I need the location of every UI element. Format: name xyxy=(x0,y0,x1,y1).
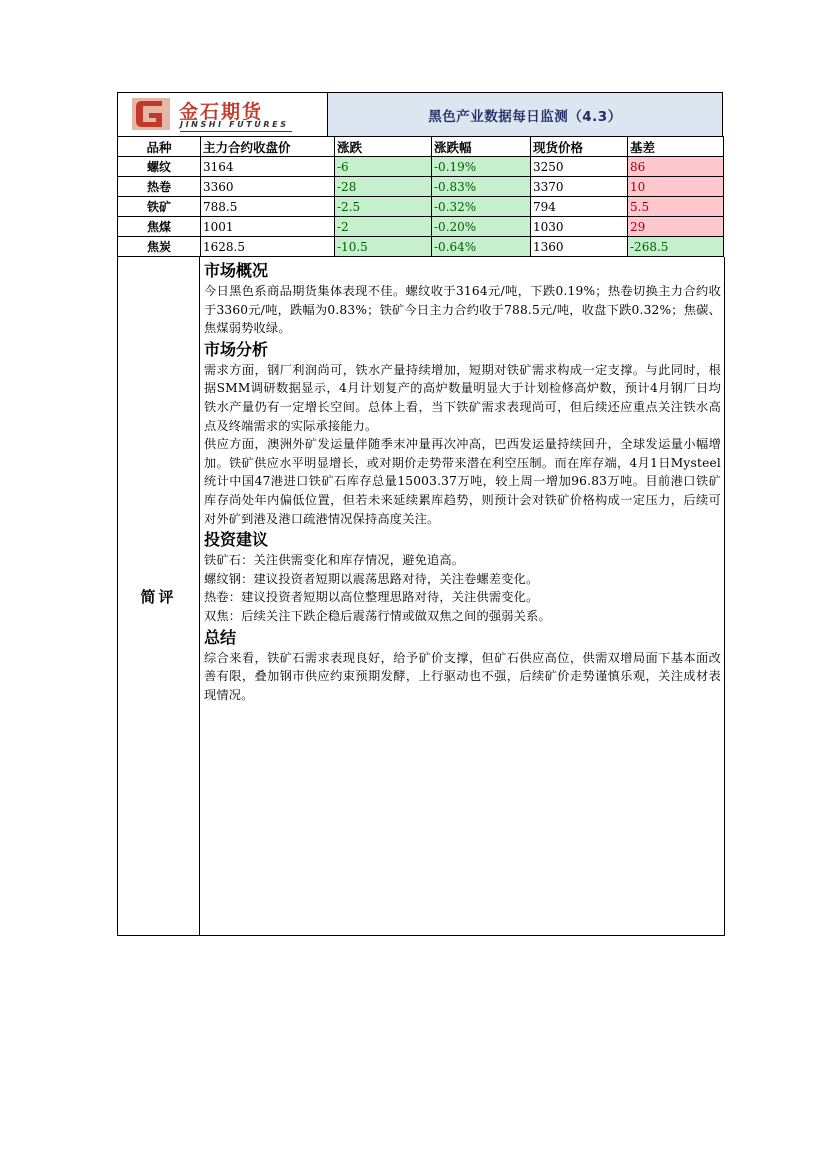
section-title-investment-advice: 投资建议 xyxy=(204,530,269,550)
paragraph: 供应方面，澳洲外矿发运量伴随季末冲量再次冲高，巴西发运量持续回升，全球发运量小幅增加。铁矿供应水平明显增长，或对期价走势带来潜在利空压制。而在库存端，4月1日Mysteel统计中国47港进口铁矿石库存总量15003.37万吨，较上周一增加96.83万吨。目前港口铁矿库存尚处年内偏低位置，但若未来延续累库趋势，则预计会对铁矿价格构成一定压力，后续可对外矿到港及港口疏港情况保持高度关注。 xyxy=(204,437,721,526)
report-header xyxy=(117,92,723,136)
paragraph: 需求方面，钢厂利润尚可，铁水产量持续增加，短期对铁矿需求构成一定支撑。与此同时，根据SMM调研数据显示，4月计划复产的高炉数量明显大于计划检修高炉数，预计4月钢厂日均铁水产量仍有一定增长空间。总体上看，当下铁矿需求表现尚可，但后续还应重点关注铁水高点及终端需求的实际承接能力。 xyxy=(204,362,721,433)
commentary-label: 简评 xyxy=(118,257,200,935)
close-price: 1001 xyxy=(201,217,335,237)
close-price: 3360 xyxy=(201,177,335,197)
paragraph: 螺纹钢：建议投资者短期以震荡思路对待，关注卷螺差变化。 xyxy=(204,571,539,586)
section-title-market-analysis: 市场分析 xyxy=(204,339,269,359)
basis-value: 86 xyxy=(628,157,724,177)
table-row xyxy=(118,157,724,177)
company-logo xyxy=(118,93,328,136)
change-pct: -0.32% xyxy=(432,197,531,217)
logo-english-name: JINSHI FUTURES xyxy=(180,120,289,129)
header-basis: 基差 xyxy=(628,137,724,157)
paragraph: 铁矿石：关注供需变化和库存情况，避免追高。 xyxy=(204,553,465,568)
spot-price: 794 xyxy=(531,197,628,217)
spot-price: 1030 xyxy=(531,217,628,237)
logo-underline xyxy=(180,131,292,132)
spot-price: 3250 xyxy=(531,157,628,177)
commentary-body xyxy=(200,257,724,935)
table-row xyxy=(118,237,724,257)
change-pct: -0.83% xyxy=(432,177,531,197)
variety-name: 螺纹 xyxy=(118,157,201,177)
header-change-pct: 涨跌幅 xyxy=(432,137,531,157)
logo-chinese-name: 金石期货 xyxy=(179,101,264,123)
close-price: 788.5 xyxy=(201,197,335,217)
basis-value: 5.5 xyxy=(628,197,724,217)
header-spot-price: 现货价格 xyxy=(531,137,628,157)
close-price: 1628.5 xyxy=(201,237,335,257)
change-value: -2.5 xyxy=(335,197,432,217)
report-title: 黑色产业数据每日监测（4.3） xyxy=(328,93,722,136)
variety-name: 铁矿 xyxy=(118,197,201,217)
spot-price: 3370 xyxy=(531,177,628,197)
basis-value: 29 xyxy=(628,217,724,237)
close-price: 3164 xyxy=(201,157,335,177)
table-row xyxy=(118,197,724,217)
section-title-summary: 总结 xyxy=(204,627,237,647)
change-value: -28 xyxy=(335,177,432,197)
change-pct: -0.19% xyxy=(432,157,531,177)
variety-name: 焦煤 xyxy=(118,217,201,237)
commentary-section xyxy=(117,257,725,936)
change-value: -10.5 xyxy=(335,237,432,257)
change-value: -6 xyxy=(335,157,432,177)
variety-name: 热卷 xyxy=(118,177,201,197)
report-sheet xyxy=(117,92,723,936)
table-row xyxy=(118,177,724,197)
table-row xyxy=(118,217,724,237)
basis-value: 10 xyxy=(628,177,724,197)
basis-value: -268.5 xyxy=(628,237,724,257)
paragraph: 今日黑色系商品期货集体表现不佳。螺纹收于3164元/吨，下跌0.19%；热卷切换主力合约收于3360元/吨，跌幅为0.83%；铁矿今日主力合约收于788.5元/吨，收盘下跌0.32%；焦碳、焦煤弱势收绿。 xyxy=(204,284,721,336)
change-pct: -0.64% xyxy=(432,237,531,257)
change-pct: -0.20% xyxy=(432,217,531,237)
header-variety: 品种 xyxy=(118,137,201,157)
logo-mark-icon xyxy=(132,98,170,130)
variety-name: 焦炭 xyxy=(118,237,201,257)
price-table xyxy=(117,136,724,257)
header-change: 涨跌 xyxy=(335,137,432,157)
spot-price: 1360 xyxy=(531,237,628,257)
paragraph: 综合来看，铁矿石需求表现良好，给予矿价支撑，但矿石供应高位，供需双增局面下基本面改善有限，叠加钢市供应约束预期发酵，上行驱动也不强，后续矿价走势谨慎乐观，关注成材表现情况。 xyxy=(204,650,721,702)
header-close-price: 主力合约收盘价 xyxy=(201,137,335,157)
change-value: -2 xyxy=(335,217,432,237)
paragraph: 双焦：后续关注下跌企稳后震荡行情或做双焦之间的强弱关系。 xyxy=(204,608,551,623)
section-title-market-overview: 市场概况 xyxy=(204,261,269,280)
paragraph: 热卷：建议投资者短期以高位整理思路对待，关注供需变化。 xyxy=(204,590,539,605)
table-header-row xyxy=(118,137,724,157)
